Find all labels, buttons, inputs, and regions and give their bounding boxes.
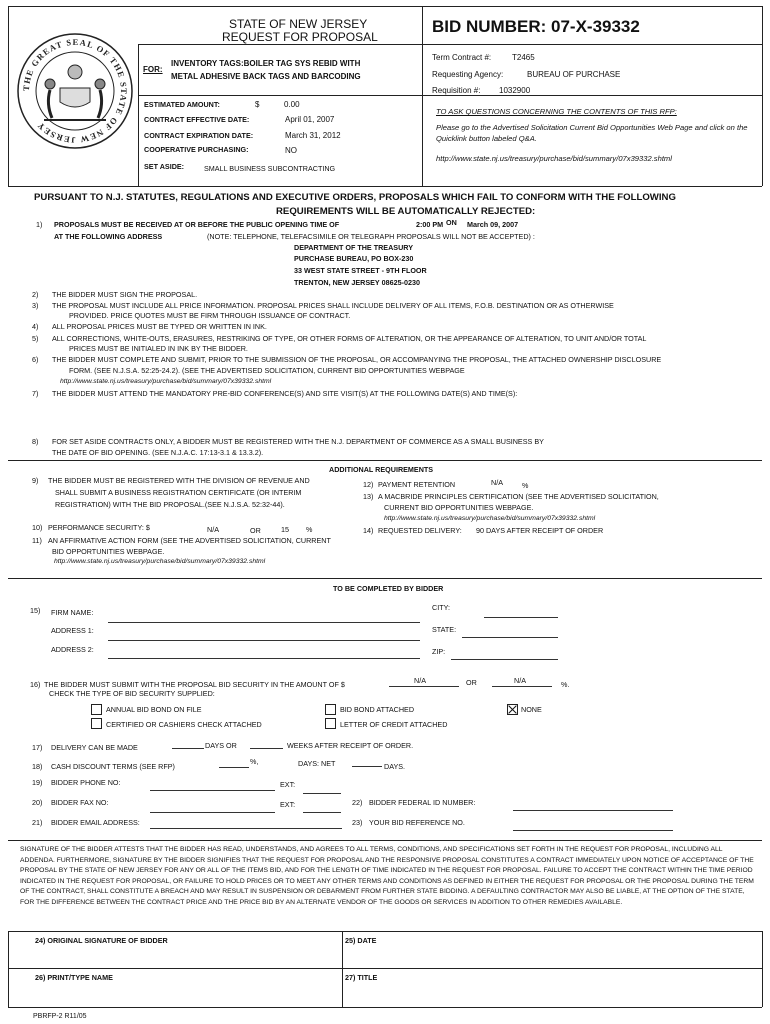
item-text: ALL CORRECTIONS, WHITE-OUTS, ERASURES, RESTRIKING OF TYPE, OR OTHER FORMS OF ALTERATION, OR THE APPEARANCE OF ALTERATION, TO UNIT AND/OR TOTAL [52,334,647,343]
bid-security-subtext: CHECK THE TYPE OF BID SECURITY SUPPLIED: [49,689,215,698]
cash-discount-pct-field[interactable] [219,767,249,768]
item-number: 18) [32,762,43,771]
none-label: NONE [521,705,542,714]
bid-security-text: THE BIDDER MUST SUBMIT WITH THE PROPOSAL BID SECURITY IN THE AMOUNT OF $ [44,680,345,689]
item-number: 16) [30,680,41,689]
item-number: 19) [32,778,43,787]
address2-field[interactable] [108,658,420,659]
city-label: CITY: [432,603,450,612]
opening-date: March 09, 2007 [467,220,519,229]
item-number: 3) [32,301,39,310]
item-number: 14) [363,526,374,535]
item-text: THE BIDDER MUST ATTEND THE MANDATORY PRE-BID CONFERENCE(S) AND SITE VISIT(S) AT THE FOLLOWING DATE(S) AND TIME(S): [52,389,518,398]
item-text: CURRENT BID OPPORTUNITIES WEBPAGE. [384,503,534,512]
phone-ext-field[interactable] [303,793,341,794]
coop-purchasing-value: NO [285,146,297,155]
performance-security-value: N/A [207,525,219,534]
cash-discount-net-label: DAYS: NET [298,759,336,768]
bid-bond-checkbox[interactable] [325,704,336,715]
bid-security-amount-line [389,686,459,687]
firm-name-label: FIRM NAME: [51,608,94,617]
item-text: THE PROPOSAL MUST INCLUDE ALL PRICE INFORMATION. PROPOSAL PRICES SHALL INCLUDE DELIVERY OF ALL ITEMS, F.O.B. DESTINATION OR AS OTHERWISE [52,301,614,310]
performance-security-pct: 15 [281,525,289,534]
zip-label: ZIP: [432,647,446,656]
item-text: PROVIDED. PRICE QUOTES MUST BE FIRM THROUGH ISSUANCE OF CONTRACT. [69,311,351,320]
requisition-value: 1032900 [499,86,531,95]
opening-on: ON [446,218,457,227]
item-text: ALL PROPOSAL PRICES MUST BE TYPED OR WRITTEN IN INK. [52,322,267,331]
performance-security-label: PERFORMANCE SECURITY: $ [48,523,150,532]
print-name-field[interactable] [10,984,340,1005]
item-number: 4) [32,322,39,331]
federal-id-label: BIDDER FEDERAL ID NUMBER: [369,798,476,807]
bid-reference-field[interactable] [513,830,673,831]
rfp-subject-line1: INVENTORY TAGS:BOILER TAG SYS REBID WITH [171,59,361,68]
bid-number-label: BID NUMBER: [432,17,547,36]
item-number: 2) [32,290,39,299]
questions-url[interactable]: http://www.state.nj.us/treasury/purchase/bid/summary/07x39332.shtml [436,154,672,163]
address-line1: DEPARTMENT OF THE TREASURY [294,243,413,252]
email-label: BIDDER EMAIL ADDRESS: [51,818,140,827]
address1-label: ADDRESS 1: [51,626,94,635]
state-field[interactable] [462,637,558,638]
item-url[interactable]: http://www.state.nj.us/treasury/purchase/bid/summary/07x39332.shtml [60,378,272,385]
estimated-amount-value: 0.00 [284,100,300,109]
email-field[interactable] [150,828,342,829]
state-title: STATE OF NEW JERSEY [229,17,368,31]
set-aside-label: SET ASIDE: [144,162,185,171]
item-text: THE BIDDER MUST BE REGISTERED WITH THE DIVISION OF REVENUE AND [48,476,310,485]
delivery-weeks-label: WEEKS AFTER RECEIPT OF ORDER. [287,741,414,750]
set-aside-value: SMALL BUSINESS SUBCONTRACTING [204,164,336,173]
payment-retention-value: N/A [491,478,503,487]
item-url[interactable]: http://www.state.nj.us/treasury/purchase/bid/summary/07x39332.shtml [54,558,266,565]
firm-name-field[interactable] [108,622,420,623]
cash-discount-net-field[interactable] [352,766,382,767]
phone-label: BIDDER PHONE NO: [51,778,121,787]
annual-bid-bond-checkbox[interactable] [91,704,102,715]
estimated-amount-label: ESTIMATED AMOUNT: [144,100,220,109]
date-field-label: 25) DATE [345,936,377,945]
cash-discount-days-label: DAYS. [384,762,406,771]
questions-heading: TO ASK QUESTIONS CONCERNING THE CONTENTS OF THIS RFP: [436,107,677,116]
payment-retention-label: PAYMENT RETENTION [378,480,456,489]
item-number: 7) [32,389,39,398]
delivery-weeks-field[interactable] [250,748,283,749]
item-text: BID OPPORTUNITIES WEBPAGE. [52,547,165,556]
item-text: FORM. (SEE N.J.S.A. 52:25-24.2). (SEE THE ADVERTISED SOLICITATION, CURRENT BID OPPORTUNITIES WEBPAGE [69,366,465,375]
bidder-section-heading: TO BE COMPLETED BY BIDDER [333,584,444,593]
address-line2: PURCHASE BUREAU, PO BOX-230 [294,254,414,263]
item-url[interactable]: http://www.state.nj.us/treasury/purchase/bid/summary/07x39332.shtml [384,515,596,522]
item-text: REGISTRATION) WITH THE BID PROPOSAL.(SEE N.J.S.A. 52:32-44). [55,500,285,509]
cash-discount-pct-sign: %, [250,757,259,766]
bid-security-amount: N/A [414,676,426,685]
signature-attestation-text: SIGNATURE OF THE BIDDER ATTESTS THAT THE BIDDER HAS READ, UNDERSTANDS, AND AGREES TO ALL TERMS, CONDITIONS, AND SPECIFICATIONS SET FORTH IN THE REQUEST FOR PROPOSAL, INCLUDING ALL ADDENDA. FURTHERMORE, SIGNATURE BY THE BIDDER SIGNIFIES THAT THE REQUEST FOR PROPOSAL AND THE RESPONSIVE PROPOSAL CONSTITUTES A CONTRACT IMMEDIATELY UPON NOTICE OF ACCEPTANCE OF THE PROPOSAL BY THE STATE OF NEW JERSEY FOR ANY OR ALL OF THE ITEMS BID, AND FOR THE LENGTH OF TIME INDICATED IN THE REQUEST FOR PROPOSAL. FAILURE TO ACCEPT THE CONTRACT WITHIN THE TIME PERIOD INDICATED IN THE REQUEST FOR PROPOSAL, OR FAILURE TO HOLD PRICES OR TO MEET ANY OTHER TERMS AND CONDITIONS AS DEFINED IN EITHER THE REQUEST FOR PROPOSAL OR THE PROPOSAL DURING THE TERM OF THE CONTRACT, SHALL CONSTITUTE A BREACH AND MAY RESULT IN SUSPENSION OR DEBARMENT FROM FURTHER STATE BIDDING. A DEFAULTING CONTRACTOR MAY ALSO BE LIABLE, AT THE OPTION OF THE STATE, FOR THE DIFFERENCE BETWEEN THE CONTRACT PRICE AND THE PRICE BID BY AN ALTERNATE VENDOR OF THE GOODS OR SERVICES IN ADDITION TO OTHER REMEDIES AVAILABLE. [20,846,754,906]
effective-date-value: April 01, 2007 [285,115,335,124]
item-number: 23) [352,818,363,827]
bid-reference-label: YOUR BID REFERENCE NO. [369,818,465,827]
fax-ext-field[interactable] [303,812,341,813]
rfp-subject-line2: METAL ADHESIVE BACK TAGS AND BARCODING [171,72,361,81]
item-text: THE DATE OF BID OPENING. (SEE N.J.A.C. 17:13-3.1 & 13.3.2). [52,448,264,457]
questions-body: Please go to the Advertised Solicitation Current Bid Opportunities Web Page and click on the Quicklink button labeled Q&A. [436,123,748,143]
bid-number: 07-X-39332 [551,17,640,36]
term-contract-value: T2465 [512,53,535,62]
bid-security-pct-line [492,686,552,687]
item-number: 13) [363,492,374,501]
coop-purchasing-label: COOPERATIVE PURCHASING: [144,145,249,154]
pursuant-heading-line2: REQUIREMENTS WILL BE AUTOMATICALLY REJECTED: [276,206,536,217]
rfp-title: REQUEST FOR PROPOSAL [222,30,378,44]
delivery-days-label: DAYS OR [205,741,237,750]
payment-retention-pct: % [522,481,529,490]
for-label: FOR: [143,65,163,74]
seal-text: THE GREAT SEAL OF THE STATE OF NEW JERSEY [20,36,130,146]
requesting-agency-label: Requesting Agency: [432,70,504,79]
title-field[interactable] [344,984,760,1005]
signature-field-label: 24) ORIGINAL SIGNATURE OF BIDDER [35,936,168,945]
bid-security-pct-sign: %. [561,680,570,689]
fax-label: BIDDER FAX NO: [51,798,109,807]
form-code: PBRFP-2 R11/05 [33,1013,87,1020]
state-label: STATE: [432,625,457,634]
item-number: 6) [32,355,39,364]
item-text: PRICES MUST BE INITIALED IN INK BY THE BIDDER. [69,344,248,353]
phone-ext-label: EXT: [280,780,296,789]
performance-security-or: OR [250,526,261,535]
item-text: THE BIDDER MUST COMPLETE AND SUBMIT, PRIOR TO THE SUBMISSION OF THE PROPOSAL, OR ACCOMPANYING THE PROPOSAL, THE ATTACHED OWNERSHIP DISCLOSURE [52,355,662,364]
item-number: 20) [32,798,43,807]
item-number: 17) [32,743,43,752]
fax-ext-label: EXT: [280,800,296,809]
additional-requirements-heading: ADDITIONAL REQUIREMENTS [329,465,434,474]
requested-delivery-value: 90 DAYS AFTER RECEIPT OF ORDER [476,526,604,535]
state-seal [16,32,134,150]
item-number: 9) [32,476,39,485]
item-number: 11) [32,536,42,545]
address1-field[interactable] [108,640,420,641]
item-text: FOR SET ASIDE CONTRACTS ONLY, A BIDDER MUST BE REGISTERED WITH THE N.J. DEPARTMENT OF COMMERCE AS A SMALL BUSINESS BY [52,437,544,446]
title-field-label: 27) TITLE [345,973,378,982]
term-contract-label: Term Contract #: [432,53,492,62]
zip-field[interactable] [451,659,558,660]
date-field[interactable] [344,947,760,966]
item-text: A MACBRIDE PRINCIPLES CERTIFICATION (SEE THE ADVERTISED SOLICITATION, [378,492,659,501]
item-number: 10) [32,523,43,532]
address2-label: ADDRESS 2: [51,645,94,654]
bid-security-pct-value: N/A [514,676,526,685]
certified-check-checkbox[interactable] [91,718,102,729]
fax-field[interactable] [150,812,275,813]
item-text: SHALL SUBMIT A BUSINESS REGISTRATION CERTIFICATE (OR INTERIM [55,488,302,497]
address-line4: TRENTON, NEW JERSEY 08625-0230 [294,278,420,287]
item-number: 8) [32,437,39,446]
item-number: 15) [30,606,41,615]
delivery-days-field[interactable] [172,748,204,749]
pursuant-heading-line1: PURSUANT TO N.J. STATUTES, REGULATIONS AND EXECUTIVE ORDERS, PROPOSALS WHICH FAIL TO CONFORM WITH THE FOLLOWING [34,192,676,203]
annual-bid-bond-label: ANNUAL BID BOND ON FILE [106,705,202,714]
opening-time-text: PROPOSALS MUST BE RECEIVED AT OR BEFORE THE PUBLIC OPENING TIME OF [54,220,340,229]
currency-symbol: $ [255,100,260,109]
item-number: 1) [36,220,43,229]
requisition-label: Requisition #: [432,86,481,95]
address-line3: 33 WEST STATE STREET - 9TH FLOOR [294,266,427,275]
delivery-label: DELIVERY CAN BE MADE [51,743,138,752]
requesting-agency-value: BUREAU OF PURCHASE [527,70,621,79]
none-checkbox[interactable] [507,704,518,715]
letter-of-credit-label: LETTER OF CREDIT ATTACHED [340,720,448,729]
bid-security-or: OR [466,678,477,687]
city-field[interactable] [484,617,558,618]
opening-time: 2:00 PM [416,220,444,229]
expiration-date-value: March 31, 2012 [285,131,341,140]
item-text: THE BIDDER MUST SIGN THE PROPOSAL. [52,290,198,299]
performance-security-pct-sign: % [306,525,313,534]
item-number: 22) [352,798,363,807]
requested-delivery-label: REQUESTED DELIVERY: [378,526,462,535]
print-name-field-label: 26) PRINT/TYPE NAME [35,973,113,982]
address-note: (NOTE: TELEPHONE, TELEFACSIMILE OR TELEGRAPH PROPOSALS WILL NOT BE ACCEPTED) : [207,232,535,241]
bid-bond-label: BID BOND ATTACHED [340,705,415,714]
address-label: AT THE FOLLOWING ADDRESS [54,232,163,241]
certified-check-label: CERTIFIED OR CASHIERS CHECK ATTACHED [106,720,262,729]
phone-field[interactable] [150,790,275,791]
item-number: 5) [32,334,39,343]
signature-field[interactable] [10,947,340,966]
federal-id-field[interactable] [513,810,673,811]
letter-of-credit-checkbox[interactable] [325,718,336,729]
effective-date-label: CONTRACT EFFECTIVE DATE: [144,115,250,124]
item-text: AN AFFIRMATIVE ACTION FORM (SEE THE ADVERTISED SOLICITATION, CURRENT [48,536,331,545]
item-number: 12) [363,480,374,489]
item-number: 21) [32,818,43,827]
expiration-date-label: CONTRACT EXPIRATION DATE: [144,131,254,140]
cash-discount-label: CASH DISCOUNT TERMS (SEE RFP) [51,762,175,771]
